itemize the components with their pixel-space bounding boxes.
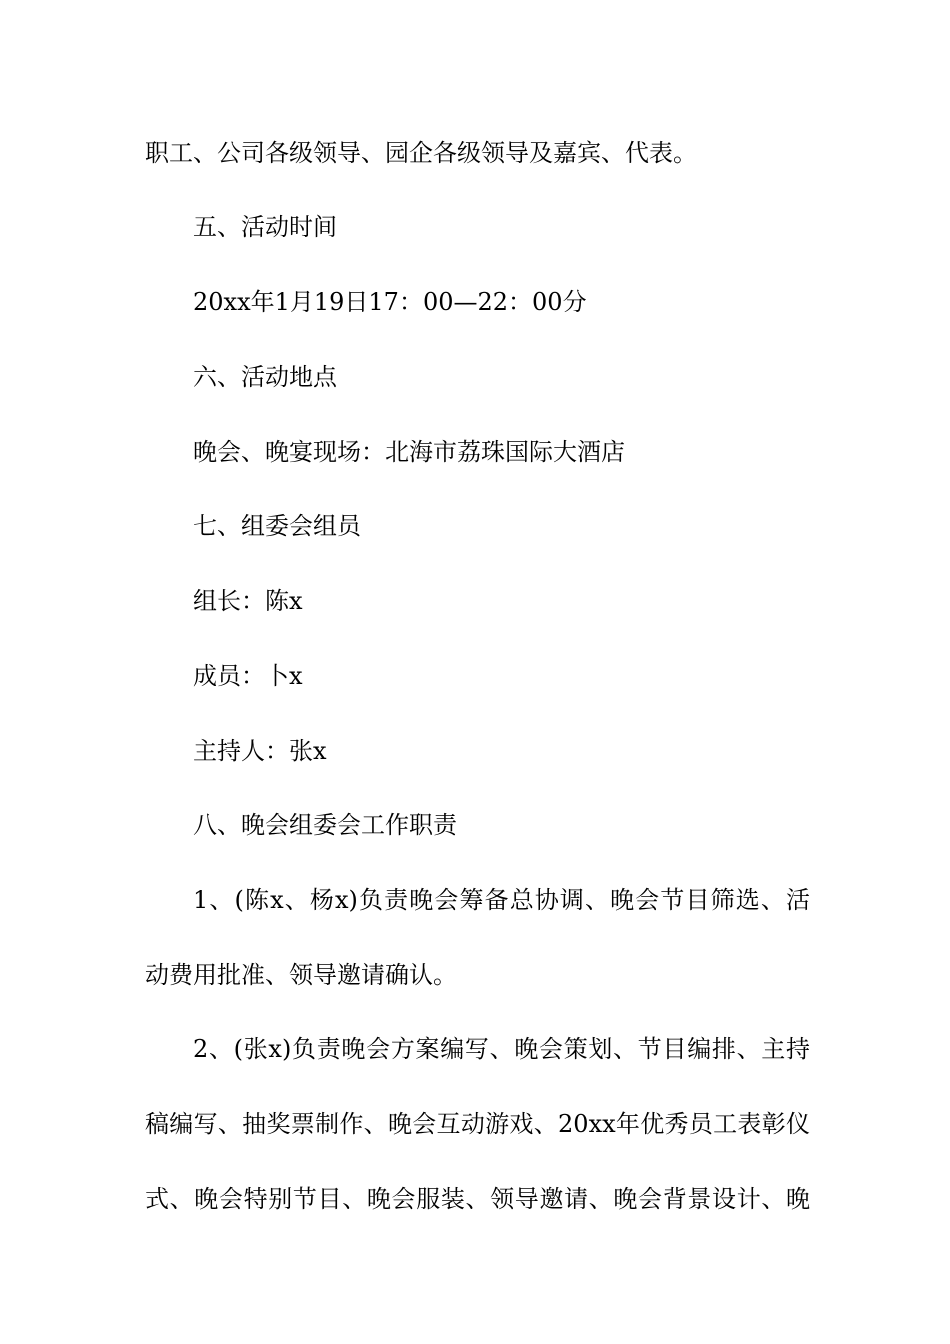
section-heading: 七、组委会组员 [193, 512, 361, 540]
text-line: 晚会、晚宴现场：北海市荔珠国际大酒店 [193, 438, 625, 466]
text-line: 式、晚会特别节目、晚会服装、领导邀请、晚会背景设计、晚 [145, 1185, 810, 1213]
text-line: 动费用批准、领导邀请确认。 [145, 961, 457, 989]
text-line: 2、(张x)负责晚会方案编写、晚会策划、节目编排、主持 [193, 1035, 810, 1063]
text-line: 成员：卜x [193, 662, 303, 690]
text-line: 1、(陈x、杨x)负责晚会筹备总协调、晚会节目筛选、活 [193, 886, 810, 914]
text-line: 组长：陈x [193, 587, 303, 615]
text-line: 20xx年1月19日17：00—22：00分 [193, 288, 587, 316]
text-line: 主持人：张x [193, 737, 327, 765]
section-heading: 八、晚会组委会工作职责 [193, 811, 457, 839]
section-heading: 六、活动地点 [193, 363, 337, 391]
text-line: 职工、公司各级领导、园企各级领导及嘉宾、代表。 [145, 139, 697, 167]
section-heading: 五、活动时间 [193, 213, 337, 241]
text-line: 稿编写、抽奖票制作、晚会互动游戏、20xx年优秀员工表彰仪 [145, 1110, 810, 1138]
